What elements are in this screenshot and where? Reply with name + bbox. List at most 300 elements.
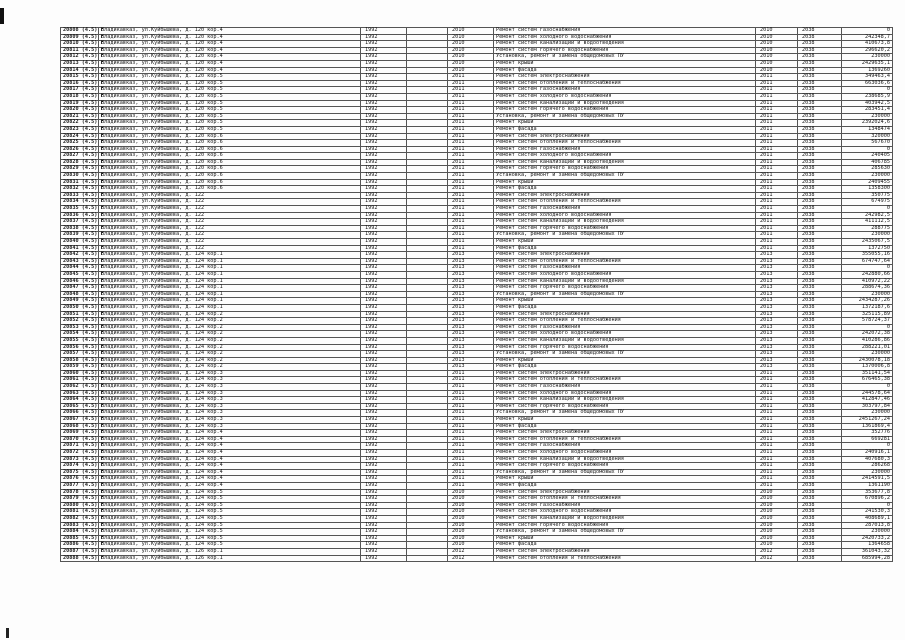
row-amount: 230000 bbox=[842, 113, 893, 120]
row-plan-from: 2011 bbox=[756, 397, 798, 404]
row-spacer bbox=[407, 265, 448, 272]
row-build-year: 1992 bbox=[361, 555, 407, 562]
row-start-year: 2011 bbox=[448, 239, 494, 246]
row-address: Владикавказ, ул.Куйбышева, д. 122 bbox=[99, 232, 361, 239]
row-amount: 1372187,6 bbox=[842, 304, 893, 311]
row-build-year: 1992 bbox=[361, 370, 407, 377]
row-amount: 1361190 bbox=[842, 482, 893, 489]
row-plan-to: 2038 bbox=[798, 357, 842, 364]
row-address: Владикавказ, ул.Куйбышева, д. 124 кор.4 bbox=[99, 463, 361, 470]
row-build-year: 1992 bbox=[361, 548, 407, 555]
row-build-year: 1992 bbox=[361, 351, 407, 358]
row-start-year: 2011 bbox=[448, 377, 494, 384]
row-id: 20814 (4.5) г bbox=[61, 67, 99, 74]
row-spacer bbox=[407, 304, 448, 311]
row-plan-from: 2011 bbox=[756, 232, 798, 239]
row-spacer bbox=[407, 245, 448, 252]
row-work-type: Ремонт систем электроснабжения bbox=[494, 489, 756, 496]
row-id: 20818 (4.5) г bbox=[61, 93, 99, 100]
row-build-year: 1992 bbox=[361, 140, 407, 147]
row-address: Владикавказ, ул.Куйбышева, д. 126 кор.1 bbox=[99, 555, 361, 562]
row-amount: 361043,32 bbox=[842, 548, 893, 555]
row-amount: 287013,8 bbox=[842, 522, 893, 529]
row-address: Владикавказ, ул.Куйбышева, д. 122 bbox=[99, 239, 361, 246]
row-build-year: 1992 bbox=[361, 87, 407, 94]
row-work-type: Ремонт крыши bbox=[494, 535, 756, 542]
row-id: 20844 (4.5) г bbox=[61, 265, 99, 272]
row-id: 20881 (4.5) г bbox=[61, 509, 99, 516]
row-spacer bbox=[407, 67, 448, 74]
row-plan-to: 2038 bbox=[798, 252, 842, 259]
row-address: Владикавказ, ул.Куйбышева, д. 120 кор.5 bbox=[99, 87, 361, 94]
row-plan-to: 2038 bbox=[798, 54, 842, 61]
row-amount: 303797,84 bbox=[842, 403, 893, 410]
row-spacer bbox=[407, 403, 448, 410]
row-plan-from: 2011 bbox=[756, 225, 798, 232]
row-plan-to: 2038 bbox=[798, 278, 842, 285]
row-address: Владикавказ, ул.Куйбышева, д. 124 кор.2 bbox=[99, 344, 361, 351]
row-amount: 230000 bbox=[842, 529, 893, 536]
row-spacer bbox=[407, 126, 448, 133]
row-amount: 0 bbox=[842, 146, 893, 153]
row-plan-from: 2013 bbox=[756, 344, 798, 351]
row-build-year: 1992 bbox=[361, 41, 407, 48]
row-plan-from: 2011 bbox=[756, 482, 798, 489]
row-build-year: 1992 bbox=[361, 146, 407, 153]
row-amount: 230000 bbox=[842, 173, 893, 180]
row-address: Владикавказ, ул.Куйбышева, д. 124 кор.1 bbox=[99, 285, 361, 292]
row-amount: 285630 bbox=[842, 166, 893, 173]
row-build-year: 1992 bbox=[361, 515, 407, 522]
row-work-type: Ремонт систем горячего водоснабжения bbox=[494, 522, 756, 529]
row-work-type: Ремонт систем канализации и водоотведения bbox=[494, 41, 756, 48]
row-plan-to: 2038 bbox=[798, 509, 842, 516]
row-id: 20839 (4.5) г bbox=[61, 232, 99, 239]
row-start-year: 2011 bbox=[448, 370, 494, 377]
row-amount: 230000 bbox=[842, 291, 893, 298]
row-amount: 1370006,8 bbox=[842, 364, 893, 371]
row-id: 20845 (4.5) г bbox=[61, 271, 99, 278]
row-work-type: Ремонт систем электроснабжения bbox=[494, 133, 756, 140]
row-address: Владикавказ, ул.Куйбышева, д. 124 кор.5 bbox=[99, 509, 361, 516]
row-start-year: 2011 bbox=[448, 133, 494, 140]
row-start-year: 2013 bbox=[448, 318, 494, 325]
row-plan-to: 2038 bbox=[798, 133, 842, 140]
row-address: Владикавказ, ул.Куйбышева, д. 120 кор.4 bbox=[99, 54, 361, 61]
row-start-year: 2011 bbox=[448, 482, 494, 489]
row-start-year: 2011 bbox=[448, 107, 494, 114]
row-plan-to: 2038 bbox=[798, 318, 842, 325]
row-spacer bbox=[407, 93, 448, 100]
row-spacer bbox=[407, 225, 448, 232]
row-spacer bbox=[407, 87, 448, 94]
row-build-year: 1992 bbox=[361, 278, 407, 285]
row-amount: 320000 bbox=[842, 133, 893, 140]
row-spacer bbox=[407, 337, 448, 344]
row-start-year: 2013 bbox=[448, 344, 494, 351]
row-work-type: Ремонт фасада bbox=[494, 364, 756, 371]
row-plan-to: 2038 bbox=[798, 265, 842, 272]
row-address: Владикавказ, ул.Куйбышева, д. 120 кор.4 bbox=[99, 67, 361, 74]
row-work-type: Ремонт крыши bbox=[494, 60, 756, 67]
row-work-type: Ремонт систем отопления и теплоснабжения bbox=[494, 258, 756, 265]
row-address: Владикавказ, ул.Куйбышева, д. 124 кор.3 bbox=[99, 377, 361, 384]
row-id: 20817 (4.5) г bbox=[61, 87, 99, 94]
row-amount: 2392024,6 bbox=[842, 120, 893, 127]
row-work-type: Ремонт систем отопления и теплоснабжения bbox=[494, 496, 756, 503]
row-plan-from: 2013 bbox=[756, 252, 798, 259]
row-plan-to: 2038 bbox=[798, 542, 842, 549]
row-amount: 230000 bbox=[842, 232, 893, 239]
row-build-year: 1992 bbox=[361, 179, 407, 186]
row-plan-from: 2010 bbox=[756, 489, 798, 496]
row-plan-to: 2038 bbox=[798, 120, 842, 127]
row-plan-to: 2038 bbox=[798, 100, 842, 107]
row-start-year: 2010 bbox=[448, 522, 494, 529]
row-id: 20852 (4.5) г bbox=[61, 318, 99, 325]
row-amount: 230000 bbox=[842, 54, 893, 61]
row-work-type: Ремонт систем газоснабжения bbox=[494, 146, 756, 153]
row-work-type: Ремонт систем электроснабжения bbox=[494, 311, 756, 318]
row-amount: 0 bbox=[842, 265, 893, 272]
row-plan-to: 2038 bbox=[798, 179, 842, 186]
row-address: Владикавказ, ул.Куйбышева, д. 124 кор.2 bbox=[99, 364, 361, 371]
row-build-year: 1992 bbox=[361, 80, 407, 87]
row-id: 20871 (4.5) г bbox=[61, 443, 99, 450]
row-amount: 406785 bbox=[842, 159, 893, 166]
row-work-type: Ремонт крыши bbox=[494, 120, 756, 127]
row-id: 20863 (4.5) г bbox=[61, 390, 99, 397]
row-amount: 355055,16 bbox=[842, 252, 893, 259]
row-plan-from: 2011 bbox=[756, 370, 798, 377]
repair-schedule-table bbox=[60, 27, 893, 562]
row-work-type: Ремонт систем газоснабжения bbox=[494, 265, 756, 272]
row-amount: 2434287,26 bbox=[842, 298, 893, 305]
row-plan-to: 2038 bbox=[798, 258, 842, 265]
row-plan-from: 2011 bbox=[756, 199, 798, 206]
row-work-type: Ремонт систем горячего водоснабжения bbox=[494, 166, 756, 173]
row-work-type: Установка, ремонт и замена общедомовых ПУ bbox=[494, 291, 756, 298]
row-plan-from: 2013 bbox=[756, 311, 798, 318]
row-build-year: 1992 bbox=[361, 489, 407, 496]
row-plan-to: 2038 bbox=[798, 430, 842, 437]
row-work-type: Ремонт систем горячего водоснабжения bbox=[494, 285, 756, 292]
row-address: Владикавказ, ул.Куйбышева, д. 124 кор.3 bbox=[99, 390, 361, 397]
row-build-year: 1992 bbox=[361, 344, 407, 351]
row-work-type: Ремонт систем отопления и теплоснабжения bbox=[494, 555, 756, 562]
row-address: Владикавказ, ул.Куйбышева, д. 124 кор.5 bbox=[99, 496, 361, 503]
row-plan-from: 2010 bbox=[756, 509, 798, 516]
row-address: Владикавказ, ул.Куйбышева, д. 120 кор.6 bbox=[99, 133, 361, 140]
row-amount: 1369260 bbox=[842, 67, 893, 74]
row-amount: 230000 bbox=[842, 410, 893, 417]
row-plan-from: 2013 bbox=[756, 271, 798, 278]
row-build-year: 1992 bbox=[361, 482, 407, 489]
row-amount: 238685,9 bbox=[842, 93, 893, 100]
row-spacer bbox=[407, 489, 448, 496]
row-work-type: Ремонт фасада bbox=[494, 67, 756, 74]
row-id: 20836 (4.5) г bbox=[61, 212, 99, 219]
row-build-year: 1992 bbox=[361, 245, 407, 252]
row-plan-to: 2038 bbox=[798, 324, 842, 331]
row-amount: 411112,5 bbox=[842, 219, 893, 226]
row-spacer bbox=[407, 509, 448, 516]
row-id: 20850 (4.5) г bbox=[61, 304, 99, 311]
row-plan-from: 2013 bbox=[756, 258, 798, 265]
row-amount: 567670 bbox=[842, 140, 893, 147]
row-plan-from: 2010 bbox=[756, 67, 798, 74]
row-work-type: Ремонт систем холодного водоснабжения bbox=[494, 450, 756, 457]
row-address: Владикавказ, ул.Куйбышева, д. 124 кор.5 bbox=[99, 489, 361, 496]
row-id: 20813 (4.5) г bbox=[61, 60, 99, 67]
row-plan-to: 2038 bbox=[798, 47, 842, 54]
row-amount: 288221,01 bbox=[842, 344, 893, 351]
row-start-year: 2013 bbox=[448, 298, 494, 305]
row-plan-from: 2013 bbox=[756, 364, 798, 371]
row-address: Владикавказ, ул.Куйбышева, д. 124 кор.3 bbox=[99, 417, 361, 424]
row-plan-to: 2038 bbox=[798, 463, 842, 470]
row-start-year: 2011 bbox=[448, 450, 494, 457]
row-id: 20885 (4.5) г bbox=[61, 535, 99, 542]
row-id: 20858 (4.5) г bbox=[61, 357, 99, 364]
row-spacer bbox=[407, 377, 448, 384]
row-build-year: 1992 bbox=[361, 60, 407, 67]
row-address: Владикавказ, ул.Куйбышева, д. 122 bbox=[99, 245, 361, 252]
row-address: Владикавказ, ул.Куйбышева, д. 124 кор.1 bbox=[99, 252, 361, 259]
row-amount: 2409455 bbox=[842, 179, 893, 186]
row-amount: 242348,7 bbox=[842, 34, 893, 41]
row-address: Владикавказ, ул.Куйбышева, д. 122 bbox=[99, 199, 361, 206]
row-plan-from: 2010 bbox=[756, 535, 798, 542]
row-address: Владикавказ, ул.Куйбышева, д. 122 bbox=[99, 212, 361, 219]
row-amount: 283451,4 bbox=[842, 107, 893, 114]
row-work-type: Ремонт систем горячего водоснабжения bbox=[494, 225, 756, 232]
row-start-year: 2013 bbox=[448, 337, 494, 344]
row-plan-from: 2011 bbox=[756, 206, 798, 213]
row-plan-to: 2038 bbox=[798, 482, 842, 489]
row-amount: 663036,6 bbox=[842, 80, 893, 87]
row-build-year: 1992 bbox=[361, 133, 407, 140]
row-work-type: Ремонт систем отопления и теплоснабжения bbox=[494, 199, 756, 206]
row-plan-to: 2038 bbox=[798, 351, 842, 358]
row-plan-from: 2011 bbox=[756, 212, 798, 219]
row-amount: 286268 bbox=[842, 463, 893, 470]
row-plan-from: 2011 bbox=[756, 219, 798, 226]
row-work-type: Ремонт систем электроснабжения bbox=[494, 430, 756, 437]
row-work-type: Ремонт систем канализации и водоотведения bbox=[494, 100, 756, 107]
row-id: 20847 (4.5) г bbox=[61, 285, 99, 292]
row-plan-from: 2011 bbox=[756, 436, 798, 443]
row-id: 20827 (4.5) г bbox=[61, 153, 99, 160]
row-start-year: 2011 bbox=[448, 397, 494, 404]
row-spacer bbox=[407, 173, 448, 180]
row-id: 20815 (4.5) г bbox=[61, 74, 99, 81]
row-build-year: 1992 bbox=[361, 225, 407, 232]
row-build-year: 1992 bbox=[361, 166, 407, 173]
row-plan-to: 2038 bbox=[798, 146, 842, 153]
row-id: 20876 (4.5) г bbox=[61, 476, 99, 483]
row-plan-from: 2011 bbox=[756, 186, 798, 193]
row-plan-to: 2038 bbox=[798, 555, 842, 562]
row-plan-to: 2038 bbox=[798, 417, 842, 424]
row-start-year: 2011 bbox=[448, 146, 494, 153]
row-address: Владикавказ, ул.Куйбышева, д. 124 кор.5 bbox=[99, 529, 361, 536]
row-build-year: 1992 bbox=[361, 186, 407, 193]
row-id: 20819 (4.5) г bbox=[61, 100, 99, 107]
row-build-year: 1992 bbox=[361, 364, 407, 371]
row-amount: 230000 bbox=[842, 469, 893, 476]
row-plan-to: 2038 bbox=[798, 186, 842, 193]
row-address: Владикавказ, ул.Куйбышева, д. 124 кор.4 bbox=[99, 450, 361, 457]
row-build-year: 1992 bbox=[361, 403, 407, 410]
row-plan-from: 2011 bbox=[756, 377, 798, 384]
row-plan-from: 2010 bbox=[756, 496, 798, 503]
row-spacer bbox=[407, 100, 448, 107]
row-amount: 410286,86 bbox=[842, 337, 893, 344]
row-id: 20823 (4.5) г bbox=[61, 126, 99, 133]
row-address: Владикавказ, ул.Куйбышева, д. 124 кор.3 bbox=[99, 410, 361, 417]
row-id: 20837 (4.5) г bbox=[61, 219, 99, 226]
row-plan-to: 2038 bbox=[798, 60, 842, 67]
row-spacer bbox=[407, 271, 448, 278]
row-plan-to: 2038 bbox=[798, 159, 842, 166]
row-amount: 674747,64 bbox=[842, 258, 893, 265]
row-id: 20880 (4.5) г bbox=[61, 502, 99, 509]
row-spacer bbox=[407, 364, 448, 371]
table-body bbox=[61, 28, 893, 562]
row-work-type: Установка, ремонт и замена общедомовых ПУ bbox=[494, 469, 756, 476]
row-start-year: 2013 bbox=[448, 271, 494, 278]
row-start-year: 2011 bbox=[448, 436, 494, 443]
row-spacer bbox=[407, 107, 448, 114]
row-id: 20873 (4.5) г bbox=[61, 456, 99, 463]
row-build-year: 1992 bbox=[361, 192, 407, 199]
row-address: Владикавказ, ул.Куйбышева, д. 122 bbox=[99, 225, 361, 232]
row-work-type: Ремонт систем отопления и теплоснабжения bbox=[494, 140, 756, 147]
row-work-type: Ремонт систем холодного водоснабжения bbox=[494, 34, 756, 41]
row-build-year: 1992 bbox=[361, 443, 407, 450]
row-build-year: 1992 bbox=[361, 252, 407, 259]
row-address: Владикавказ, ул.Куйбышева, д. 120 кор.6 bbox=[99, 159, 361, 166]
row-start-year: 2013 bbox=[448, 252, 494, 259]
row-start-year: 2010 bbox=[448, 496, 494, 503]
row-work-type: Ремонт систем отопления и теплоснабжения bbox=[494, 80, 756, 87]
row-address: Владикавказ, ул.Куйбышева, д. 124 кор.1 bbox=[99, 258, 361, 265]
row-build-year: 1992 bbox=[361, 28, 407, 35]
row-spacer bbox=[407, 212, 448, 219]
row-id: 20829 (4.5) г bbox=[61, 166, 99, 173]
row-spacer bbox=[407, 278, 448, 285]
row-build-year: 1992 bbox=[361, 239, 407, 246]
row-plan-to: 2038 bbox=[798, 298, 842, 305]
row-plan-to: 2038 bbox=[798, 87, 842, 94]
row-spacer bbox=[407, 291, 448, 298]
row-address: Владикавказ, ул.Куйбышева, д. 124 кор.5 bbox=[99, 515, 361, 522]
row-spacer bbox=[407, 206, 448, 213]
row-id: 20879 (4.5) г bbox=[61, 496, 99, 503]
row-id: 20883 (4.5) г bbox=[61, 522, 99, 529]
row-start-year: 2011 bbox=[448, 476, 494, 483]
row-id: 20810 (4.5) г bbox=[61, 41, 99, 48]
row-plan-from: 2011 bbox=[756, 80, 798, 87]
row-work-type: Ремонт крыши bbox=[494, 476, 756, 483]
row-start-year: 2011 bbox=[448, 384, 494, 391]
row-plan-from: 2011 bbox=[756, 245, 798, 252]
row-spacer bbox=[407, 41, 448, 48]
row-start-year: 2011 bbox=[448, 219, 494, 226]
row-id: 20867 (4.5) г bbox=[61, 417, 99, 424]
row-build-year: 1992 bbox=[361, 410, 407, 417]
row-plan-to: 2038 bbox=[798, 535, 842, 542]
row-work-type: Ремонт систем холодного водоснабжения bbox=[494, 509, 756, 516]
row-spacer bbox=[407, 186, 448, 193]
row-address: Владикавказ, ул.Куйбышева, д. 120 кор.6 bbox=[99, 146, 361, 153]
row-build-year: 1992 bbox=[361, 54, 407, 61]
row-plan-to: 2038 bbox=[798, 548, 842, 555]
row-work-type: Ремонт систем канализации и водоотведения bbox=[494, 337, 756, 344]
row-plan-from: 2011 bbox=[756, 166, 798, 173]
row-id: 20868 (4.5) г bbox=[61, 423, 99, 430]
row-work-type: Ремонт систем холодного водоснабжения bbox=[494, 271, 756, 278]
row-id: 20816 (4.5) г bbox=[61, 80, 99, 87]
row-id: 20853 (4.5) г bbox=[61, 324, 99, 331]
row-id: 20875 (4.5) г bbox=[61, 469, 99, 476]
row-address: Владикавказ, ул.Куйбышева, д. 120 кор.4 bbox=[99, 60, 361, 67]
row-amount: 408689,1 bbox=[842, 515, 893, 522]
row-plan-to: 2038 bbox=[798, 515, 842, 522]
row-amount: 240916,1 bbox=[842, 450, 893, 457]
row-build-year: 1992 bbox=[361, 285, 407, 292]
row-plan-to: 2038 bbox=[798, 476, 842, 483]
row-plan-from: 2010 bbox=[756, 542, 798, 549]
row-spacer bbox=[407, 542, 448, 549]
row-address: Владикавказ, ул.Куйбышева, д. 120 кор.6 bbox=[99, 186, 361, 193]
row-address: Владикавказ, ул.Куйбышева, д. 124 кор.4 bbox=[99, 469, 361, 476]
row-plan-to: 2038 bbox=[798, 311, 842, 318]
row-plan-to: 2038 bbox=[798, 74, 842, 81]
row-address: Владикавказ, ул.Куйбышева, д. 124 кор.2 bbox=[99, 324, 361, 331]
row-id: 20884 (4.5) г bbox=[61, 529, 99, 536]
row-plan-to: 2038 bbox=[798, 140, 842, 147]
row-build-year: 1992 bbox=[361, 384, 407, 391]
row-plan-from: 2011 bbox=[756, 390, 798, 397]
row-build-year: 1992 bbox=[361, 212, 407, 219]
row-work-type: Ремонт систем электроснабжения bbox=[494, 548, 756, 555]
row-work-type: Ремонт крыши bbox=[494, 357, 756, 364]
row-start-year: 2011 bbox=[448, 186, 494, 193]
row-start-year: 2011 bbox=[448, 166, 494, 173]
row-id: 20822 (4.5) г bbox=[61, 120, 99, 127]
row-build-year: 1992 bbox=[361, 291, 407, 298]
row-plan-to: 2038 bbox=[798, 436, 842, 443]
row-plan-from: 2011 bbox=[756, 403, 798, 410]
row-id: 20826 (4.5) г bbox=[61, 146, 99, 153]
row-start-year: 2013 bbox=[448, 291, 494, 298]
row-start-year: 2011 bbox=[448, 126, 494, 133]
row-start-year: 2011 bbox=[448, 140, 494, 147]
row-address: Владикавказ, ул.Куйбышева, д. 124 кор.3 bbox=[99, 397, 361, 404]
row-build-year: 1992 bbox=[361, 232, 407, 239]
row-work-type: Ремонт систем отопления и теплоснабжения bbox=[494, 377, 756, 384]
row-id: 20809 (4.5) г bbox=[61, 34, 99, 41]
row-plan-to: 2038 bbox=[798, 397, 842, 404]
row-build-year: 1992 bbox=[361, 542, 407, 549]
row-plan-from: 2013 bbox=[756, 291, 798, 298]
row-work-type: Ремонт систем газоснабжения bbox=[494, 87, 756, 94]
row-spacer bbox=[407, 417, 448, 424]
row-start-year: 2011 bbox=[448, 100, 494, 107]
row-spacer bbox=[407, 443, 448, 450]
